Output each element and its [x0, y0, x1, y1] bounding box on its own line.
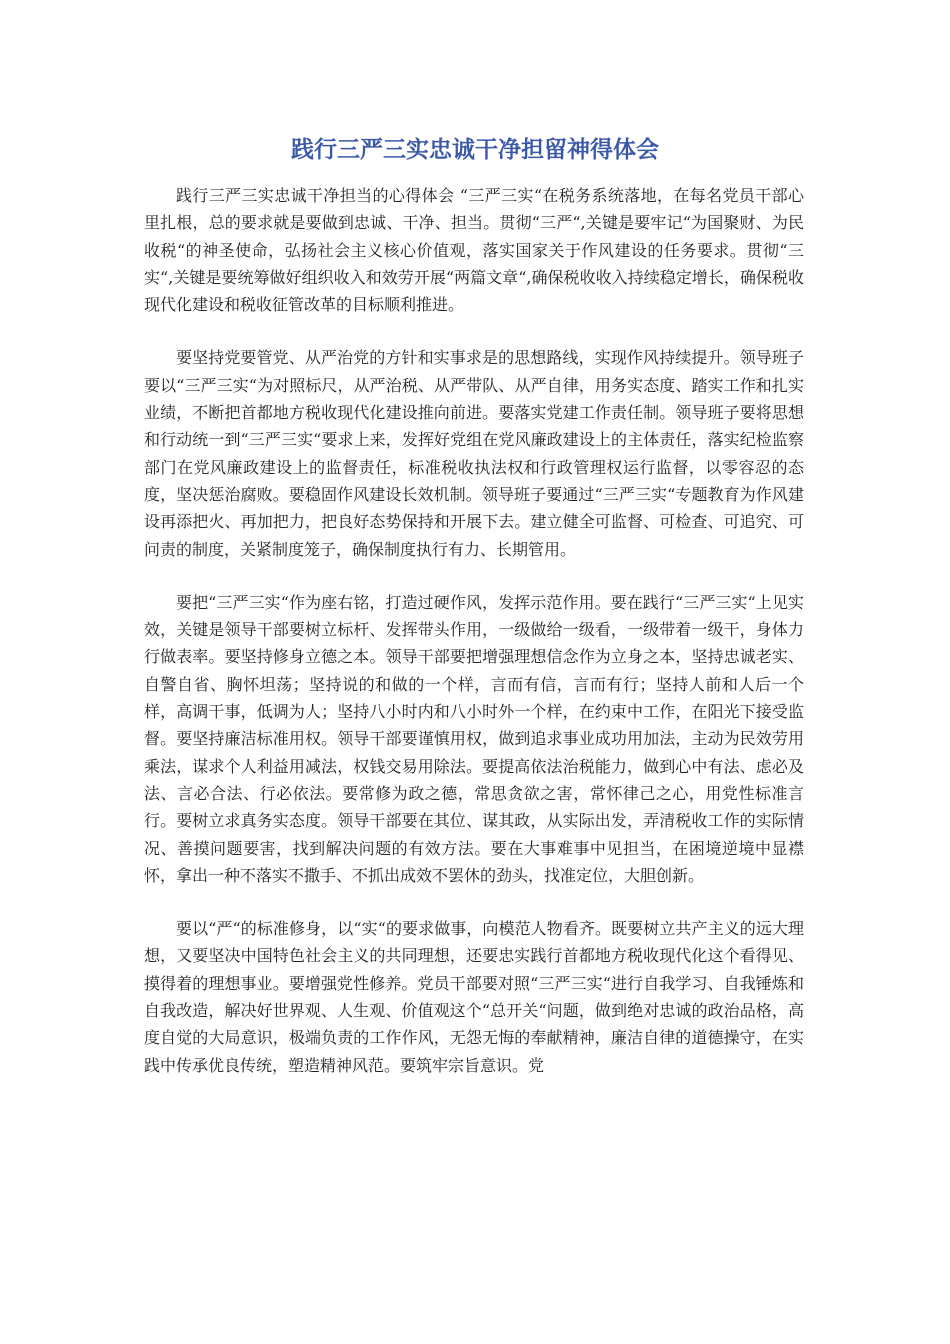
paragraph-1: 践行三严三实忠诚干净担当的心得体会 “三严三实“在税务系统落地，在每名党员干部心里扎根，总的要求就是要做到忠诚、干净、担当。贯彻“三严“,关键是要牢记“为国聚财、为民收税“的神圣使命，弘扬社会主义核心价值观，落实国家关于作风建设的任务要求。贯彻“三实“,关键是要统筹做好组织收入和效劳开展“两篇文章“,确保税收收入持续稳定增长，确保税收现代化建设和税收征管改革的目标顺利推进。 — [144, 186, 804, 315]
paragraph-3: 要把“三严三实“作为座右铭，打造过硬作风，发挥示范作用。要在践行“三严三实“上见实效，关键是领导干部要树立标杆、发挥带头作用，一级做给一级看，一级带着一级干，身体力行做表率。要坚持修身立德之本。领导干部要把增强理想信念作为立身之本，坚持忠诚老实、自警自省、胸怀坦荡；坚持说的和做的一个样，言而有信，言而有行；坚持人前和人后一个样，高调干事，低调为人；坚持八小时内和八小时外一个样，在约束中工作，在阳光下接受监督。要坚持廉洁标准用权。领导干部要谨慎用权，做到追求事业成功用加法，主动为民效劳用乘法，谋求个人利益用减法，权钱交易用除法。要提高依法治税能力，做到心中有法、虑必及法、言必合法、行必依法。要常修为政之德，常思贪欲之害，常怀律己之心，用党性标准言行。要树立求真务实态度。领导干部要在其位、谋其政，从实际出发，弄清税收工作的实际情况、善摸问题要害，找到解决问题的有效方法。要在大事难事中见担当，在困境逆境中显襟怀，拿出一种不落实不撒手、不抓出成效不罢休的劲头，找准定位，大胆创新。 — [144, 592, 804, 885]
document-title: 践行三严三实忠诚干净担留神得体会 — [291, 137, 659, 163]
paragraph-2: 要坚持党要管党、从严治党的方针和实事求是的思想路线，实现作风持续提升。领导班子要以“三严三实“为对照标尺，从严治税、从严带队、从严自律，用务实态度、踏实工作和扎实业绩，不断把首都地方税收现代化建设推向前进。要落实党建工作责任制。领导班子要将思想和行动统一到“三严三实“要求上来，发挥好党组在党风廉政建设上的主体责任，落实纪检监察部门在党风廉政建设上的监督责任，标准税收执法权和行政管理权运行监督，以零容忍的态度，坚决惩治腐败。要稳固作风建设长效机制。领导班子要通过“三严三实“专题教育为作风建设再添把火、再加把力，把良好态势保持和开展下去。建立健全可监督、可检查、可追究、可问责的制度，关紧制度笼子，确保制度执行有力、长期管用。 — [144, 348, 804, 559]
document-body — [144, 182, 804, 1105]
paragraph-4: 要以“严“的标准修身，以“实“的要求做事，向模范人物看齐。既要树立共产主义的远大理想，又要坚决中国特色社会主义的共同理想，还要忠实践行首都地方税收现代化这个看得见、摸得着的理想事业。要增强党性修养。党员干部要对照“三严三实“进行自我学习、自我锤炼和自我改造，解决好世界观、人生观、价值观这个“总开关“问题，做到绝对忠诚的政治品格，高度自觉的大局意识，极端负责的工作作风，无怨无悔的奉献精神，廉洁自律的道德操守，在实践中传承优良传统，塑造精神风范。要筑牢宗旨意识。党 — [144, 919, 804, 1075]
